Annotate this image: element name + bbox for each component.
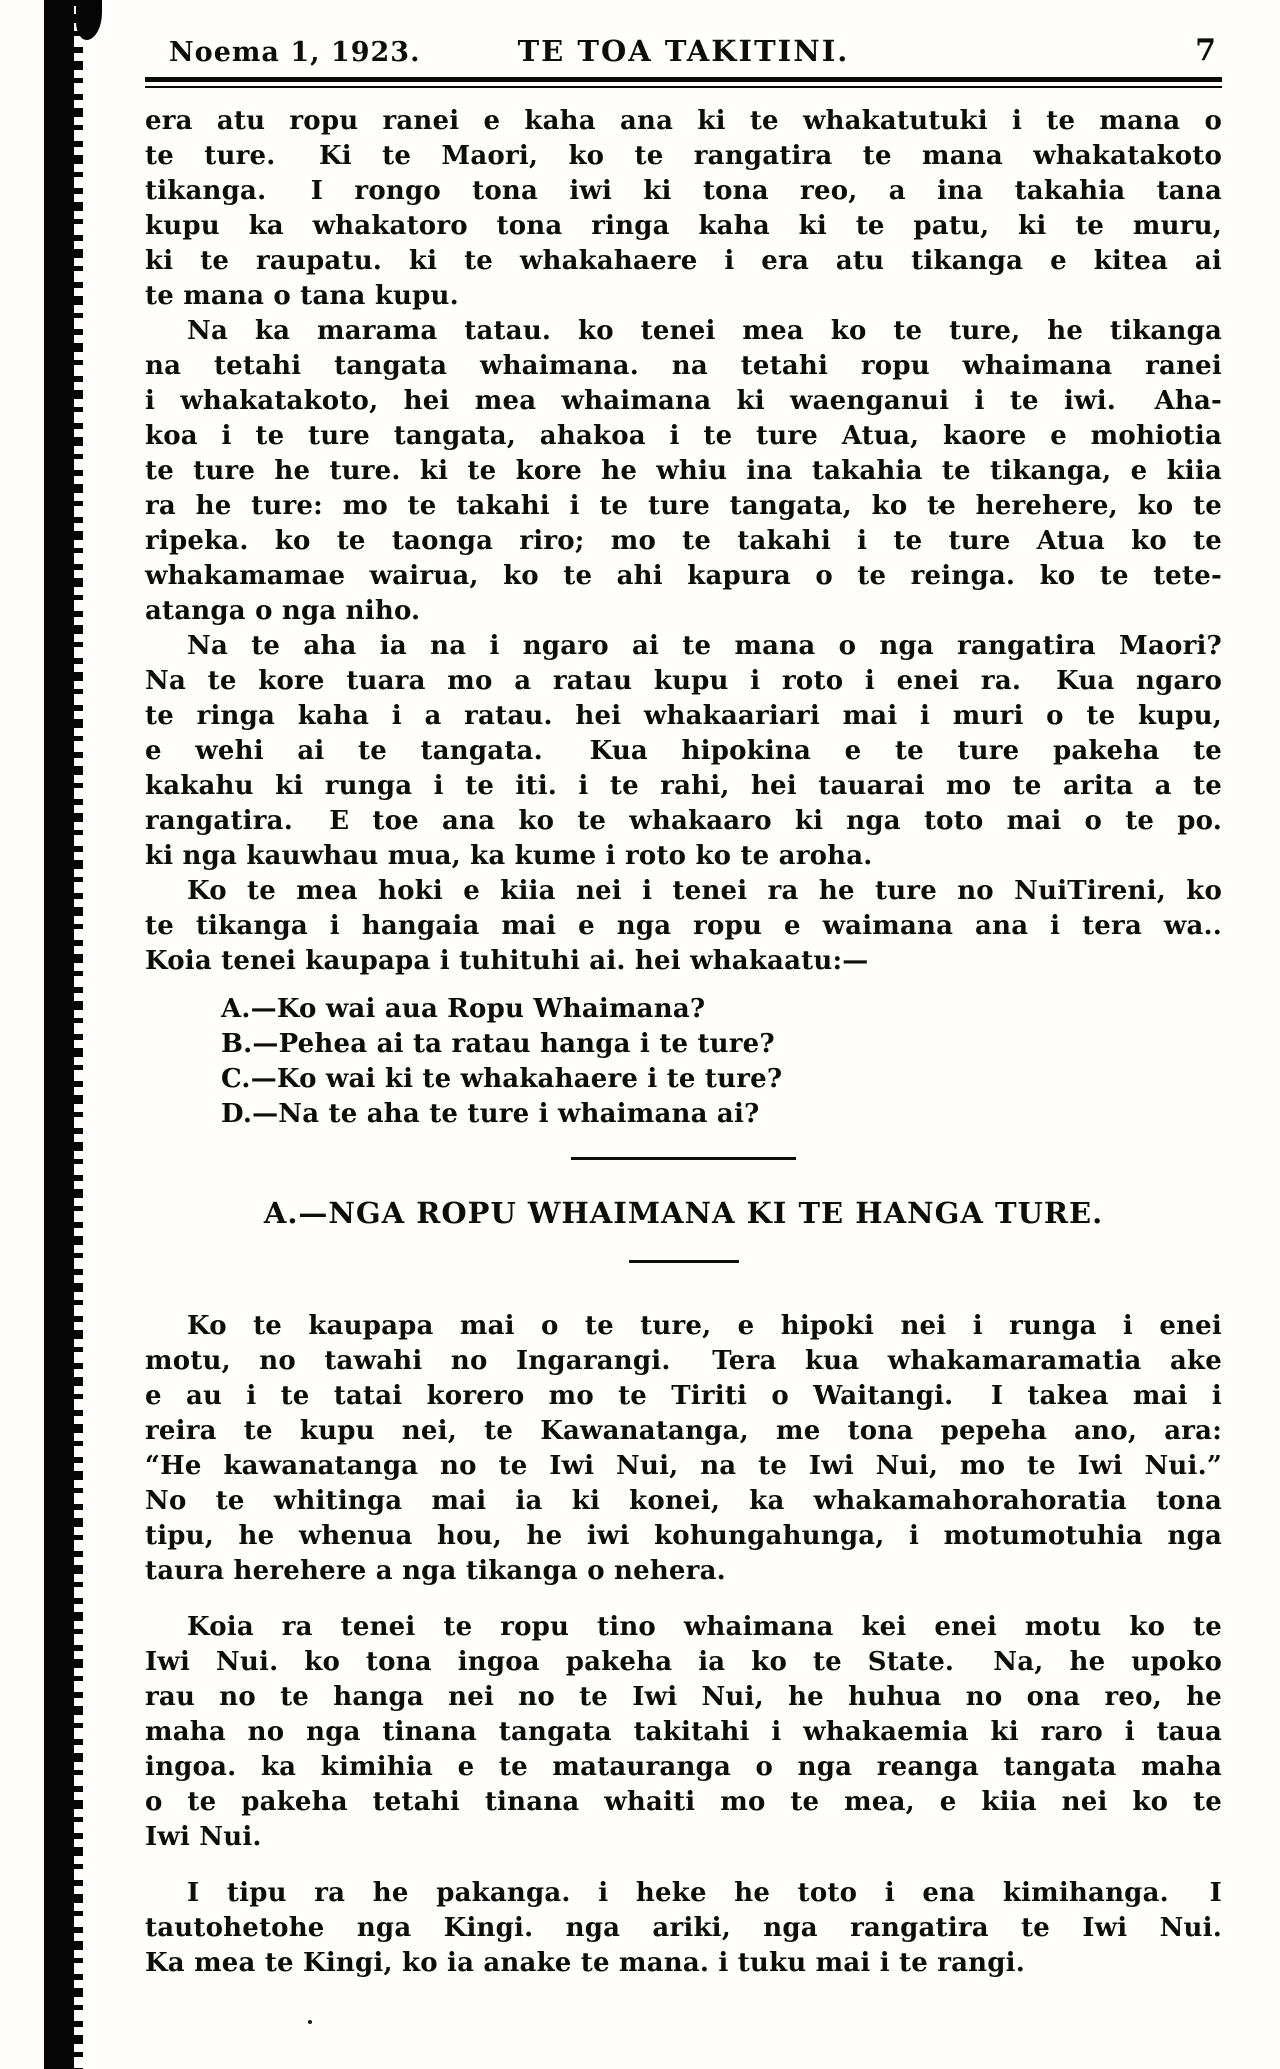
- text-line: Iwi Nui. ko tona ingoa pakeha ia ko te State. Na, he upoko: [145, 1647, 1222, 1677]
- text-line: koa i te ture tangata, ahakoa i te ture Atua, kaore e mohiotia: [145, 421, 1222, 451]
- page-number: 7: [1195, 33, 1216, 68]
- question-item: A.—Ko wai aua Ropu Whaimana?: [221, 994, 706, 1024]
- text-line: Ko te kaupapa mai o te ture, e hipoki nei i runga i enei: [187, 1311, 1222, 1341]
- text-line: maha no nga tinana tangata takitahi i whakaemia ki raro i taua: [145, 1717, 1222, 1747]
- text-line: kakahu ki runga i te iti. i te rahi, hei tauarai mo te arita a te: [145, 771, 1222, 801]
- text-line: te ringa kaha i a ratau. hei whakaariari mai i muri o te kupu,: [145, 701, 1222, 731]
- paragraph: [145, 104, 1222, 314]
- text-line: e wehi ai te tangata. Kua hipokina e te ture pakeha te: [145, 736, 1222, 766]
- issue-date: Noema 1, 1923.: [169, 37, 421, 68]
- text-line: Koia ra tenei te ropu tino whaimana kei enei motu ko te: [187, 1612, 1222, 1642]
- text-column: [145, 0, 1222, 1981]
- paragraph: [145, 1610, 1222, 1855]
- newspaper-title: TE TOA TAKITINI.: [517, 34, 850, 68]
- paragraph: [145, 874, 1222, 979]
- body-text: [145, 104, 1222, 1981]
- rule-thick: [145, 77, 1222, 82]
- question-item: C.—Ko wai ki te whakahaere i te ture?: [221, 1064, 783, 1094]
- text-line: Na te aha ia na i ngaro ai te mana o nga rangatira Maori?: [187, 631, 1222, 661]
- spacer: [145, 1263, 1222, 1309]
- text-line: tikanga. I rongo tona iwi ki tona reo, a ina takahia tana: [145, 176, 1222, 206]
- text-line: “He kawanatanga no te Iwi Nui, na te Iwi Nui, mo te Iwi Nui.”: [145, 1451, 1222, 1481]
- scan-speck: [308, 2020, 312, 2024]
- text-line: ingoa. ka kimihia e te matauranga o nga reanga tangata maha: [145, 1752, 1222, 1782]
- text-line: ripeka. ko te taonga riro; mo te takahi i te ture Atua ko te: [145, 526, 1222, 556]
- text-line: Iwi Nui.: [145, 1822, 262, 1852]
- text-line: motu, no tawahi no Ingarangi. Tera kua whakamaramatia ake: [145, 1346, 1222, 1376]
- text-line: te ture he ture. ki te kore he whiu ina takahia te tikanga, e kiia: [145, 456, 1222, 486]
- text-line: na tetahi tangata whaimana. na tetahi ropu whaimana ranei: [145, 351, 1222, 381]
- text-line: I tipu ra he pakanga. i heke he toto i ena kimihanga. I: [187, 1878, 1222, 1908]
- text-line: Ka mea te Kingi, ko ia anake te mana. i tuku mai i te rangi.: [145, 1948, 1025, 1978]
- text-line: rangatira. E toe ana ko te whakaaro ki nga toto mai o te po.: [145, 806, 1222, 836]
- paragraph: [145, 1876, 1222, 1981]
- paragraph: [145, 1309, 1222, 1589]
- masthead: [145, 16, 1222, 68]
- paragraph: [145, 629, 1222, 874]
- text-line: ki nga kauwhau mua, ka kume i roto ko te aroha.: [145, 841, 873, 871]
- text-line: tautohetohe nga Kingi. nga ariki, nga rangatira te Iwi Nui.: [145, 1913, 1222, 1943]
- text-line: Na ka marama tatau. ko tenei mea ko te ture, he tikanga: [187, 316, 1222, 346]
- text-line: te mana o tana kupu.: [145, 281, 459, 311]
- scan-blot: [76, 0, 102, 40]
- section-heading: A.—NGA ROPU WHAIMANA KI TE HANGA TURE.: [263, 1196, 1104, 1230]
- text-line: kupu ka whakatoro tona ringa kaha ki te patu, ki te muru,: [145, 211, 1222, 241]
- masthead-double-rule: [145, 77, 1222, 88]
- text-line: rau no te hanga nei no te Iwi Nui, he huhua no ona reo, he: [145, 1682, 1222, 1712]
- text-line: ki te raupatu. ki te whakahaere i era atu tikanga e kitea ai: [145, 246, 1222, 276]
- text-line: i whakatakoto, hei mea whaimana ki waenganui i te iwi. Aha-: [145, 386, 1222, 416]
- text-line: Ko te mea hoki e kiia nei i tenei ra he ture no NuiTireni, ko: [187, 876, 1222, 906]
- text-line: Na te kore tuara mo a ratau kupu i roto i enei ra. Kua ngaro: [145, 666, 1222, 696]
- paragraph: [145, 314, 1222, 629]
- book-gutter-bar: [44, 0, 74, 2069]
- text-line: o te pakeha tetahi tinana whaiti mo te mea, e kiia nei ko te: [145, 1787, 1222, 1817]
- text-line: ra he ture: mo te takahi i te ture tangata, ko te herehere, ko te: [145, 491, 1222, 521]
- text-line: whakamamae wairua, ko te ahi kapura o te reinga. ko te tete-: [145, 561, 1222, 591]
- rule-thin: [145, 86, 1222, 88]
- section-divider: [571, 1157, 796, 1160]
- question-list: [145, 992, 1222, 1132]
- text-line: atanga o nga niho.: [145, 596, 421, 626]
- text-line: reira te kupu nei, te Kawanatanga, me tona pepeha ano, ara:: [145, 1416, 1222, 1446]
- text-line: era atu ropu ranei e kaha ana ki te whakatutuki i te mana o: [145, 106, 1222, 136]
- text-line: tipu, he whenua hou, he iwi kohungahunga, i motumotuhia nga: [145, 1521, 1222, 1551]
- question-item: B.—Pehea ai ta ratau hanga i te ture?: [221, 1029, 775, 1059]
- text-line: te ture. Ki te Maori, ko te rangatira te mana whakatakoto: [145, 141, 1222, 171]
- text-line: te tikanga i hangaia mai e nga ropu e waimana ana i tera wa..: [145, 911, 1222, 941]
- text-line: taura herehere a nga tikanga o nehera.: [145, 1556, 726, 1586]
- text-line: e au i te tatai korero mo te Tiriti o Waitangi. I takea mai i: [145, 1381, 1222, 1411]
- text-line: Koia tenei kaupapa i tuhituhi ai. hei whakaatu:—: [145, 946, 869, 976]
- question-item: D.—Na te aha te ture i whaimana ai?: [221, 1099, 760, 1129]
- text-line: No te whitinga mai ia ki konei, ka whakamahorahoratia tona: [145, 1486, 1222, 1516]
